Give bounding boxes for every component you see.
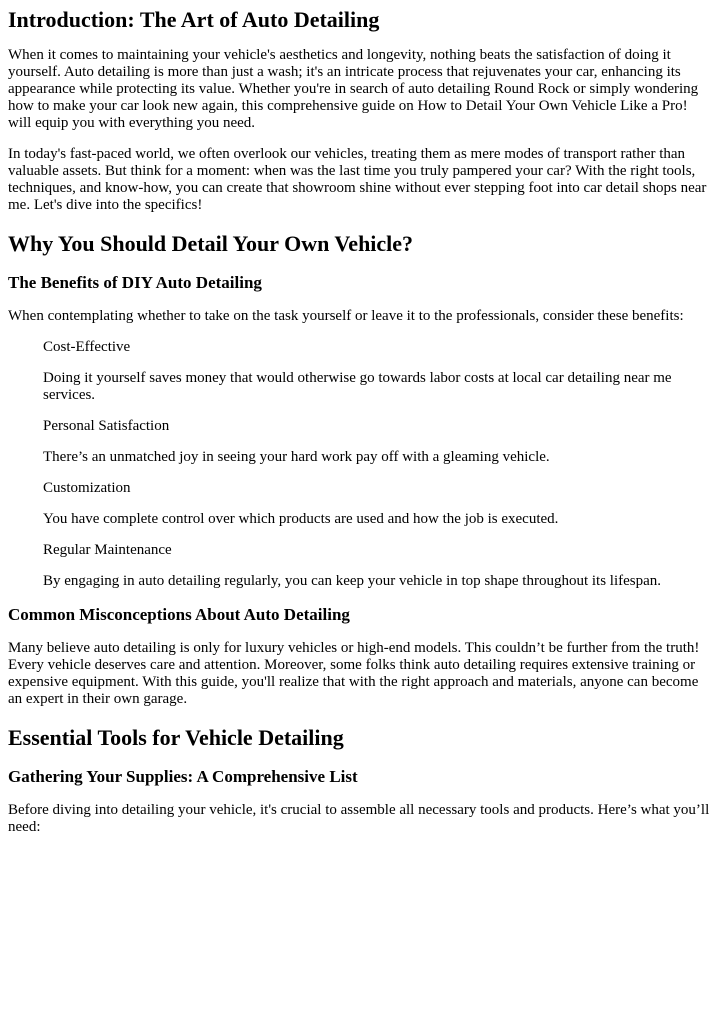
benefit-description: Doing it yourself saves money that would otherwise go towards labor costs at local car detailing near me services.: [43, 370, 672, 403]
benefit-term: Customization: [43, 480, 131, 496]
benefits-intro-paragraph: When contemplating whether to take on the task yourself or leave it to the professionals, consider these benefits:: [8, 308, 684, 324]
benefit-term: Personal Satisfaction: [43, 418, 170, 434]
benefit-description: By engaging in auto detailing regularly, you can keep your vehicle in top shape throughout its lifespan.: [43, 573, 662, 589]
misconceptions-paragraph: Many believe auto detailing is only for luxury vehicles or high-end models. This couldn’t be further from the truth! Every vehicle deserves care and attention. Moreover, some folks think auto detailing requires extensive training or expensive equipment. With this guide, you'll realize that with the right approach and materials, anyone can become an expert in their own garage.: [8, 640, 700, 707]
heading-benefits: The Benefits of DIY Auto Detailing: [8, 273, 262, 292]
heading-why-detail: Why You Should Detail Your Own Vehicle?: [8, 231, 414, 256]
intro-paragraph-2: In today's fast-paced world, we often overlook our vehicles, treating them as mere modes of transport rather than valuable assets. But think for a moment: when was the last time you truly pampered your car? With the right tools, techniques, and know-how, you can create that showroom shine without ever stepping foot into car detail shops near me. Let's dive into the specifics!: [8, 146, 707, 213]
heading-introduction: Introduction: The Art of Auto Detailing: [8, 7, 380, 32]
benefit-description: You have complete control over which products are used and how the job is executed.: [43, 511, 559, 527]
article: [0, 7, 720, 836]
intro-paragraph-1: When it comes to maintaining your vehicle's aesthetics and longevity, nothing beats the satisfaction of doing it yourself. Auto detailing is more than just a wash; it's an intricate process that rejuvenates your car, enhancing its appearance while protecting its value. Whether you're in search of auto detailing Round Rock or simply wondering how to make your car look new again, this comprehensive guide on How to Detail Your Own Vehicle Like a Pro! will equip you with everything you need.: [8, 47, 699, 131]
benefits-list: [43, 339, 712, 590]
heading-essential-tools: Essential Tools for Vehicle Detailing: [8, 725, 344, 750]
benefit-term: Regular Maintenance: [43, 542, 172, 558]
heading-misconceptions: Common Misconceptions About Auto Detailing: [8, 605, 350, 624]
supplies-paragraph: Before diving into detailing your vehicle, it's crucial to assemble all necessary tools and products. Here’s what you’ll need:: [8, 802, 710, 835]
benefit-description: There’s an unmatched joy in seeing your hard work pay off with a gleaming vehicle.: [43, 449, 550, 465]
heading-supplies: Gathering Your Supplies: A Comprehensive List: [8, 767, 358, 786]
benefit-term: Cost-Effective: [43, 339, 131, 355]
